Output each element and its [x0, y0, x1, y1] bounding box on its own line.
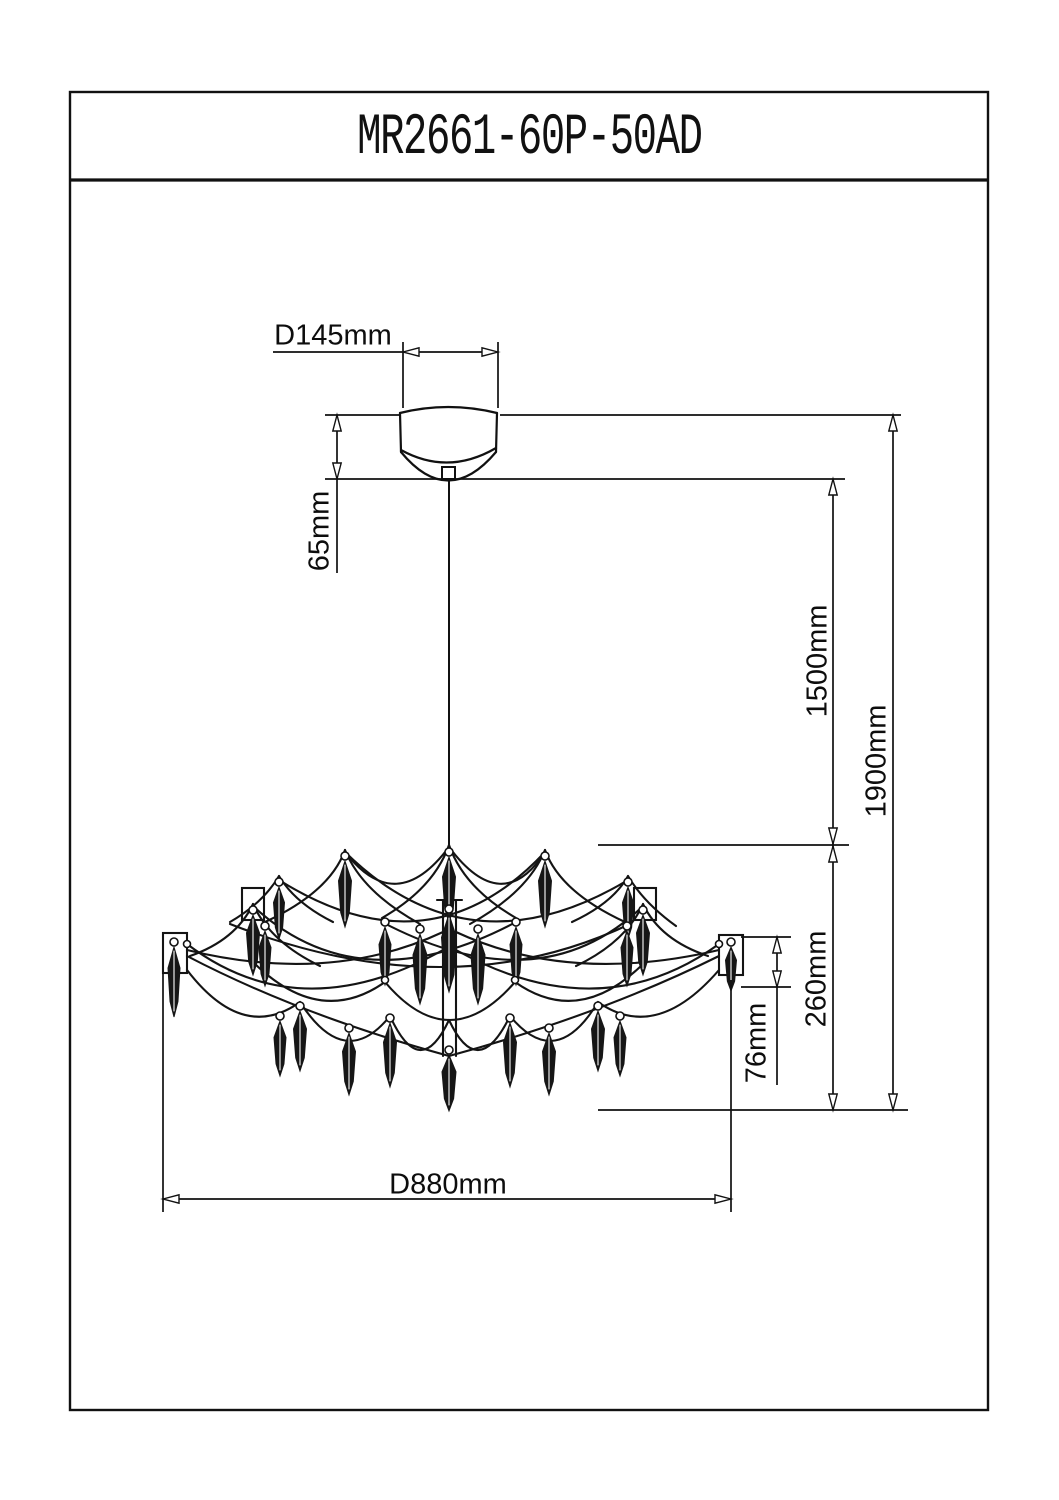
dim-overall-height-label: 1900mm [860, 704, 893, 818]
dimension-lines [163, 342, 908, 1212]
ceiling-canopy [400, 407, 497, 481]
dim-pendant-length-label: 76mm [740, 1002, 773, 1084]
dim-canopy-height-label: 65mm [303, 490, 336, 572]
dim-canopy-diameter-label: D145mm [274, 319, 392, 352]
drawing-title: MR2661-60P-50AD [357, 106, 702, 171]
chandelier-body [163, 845, 743, 1111]
dimension-arrowheads [163, 348, 897, 1203]
dim-body-diameter-label: D880mm [389, 1168, 507, 1201]
dim-suspension-length-label: 1500mm [801, 604, 834, 718]
dim-body-height-label: 260mm [800, 930, 833, 1028]
sheet-border [70, 92, 988, 1410]
